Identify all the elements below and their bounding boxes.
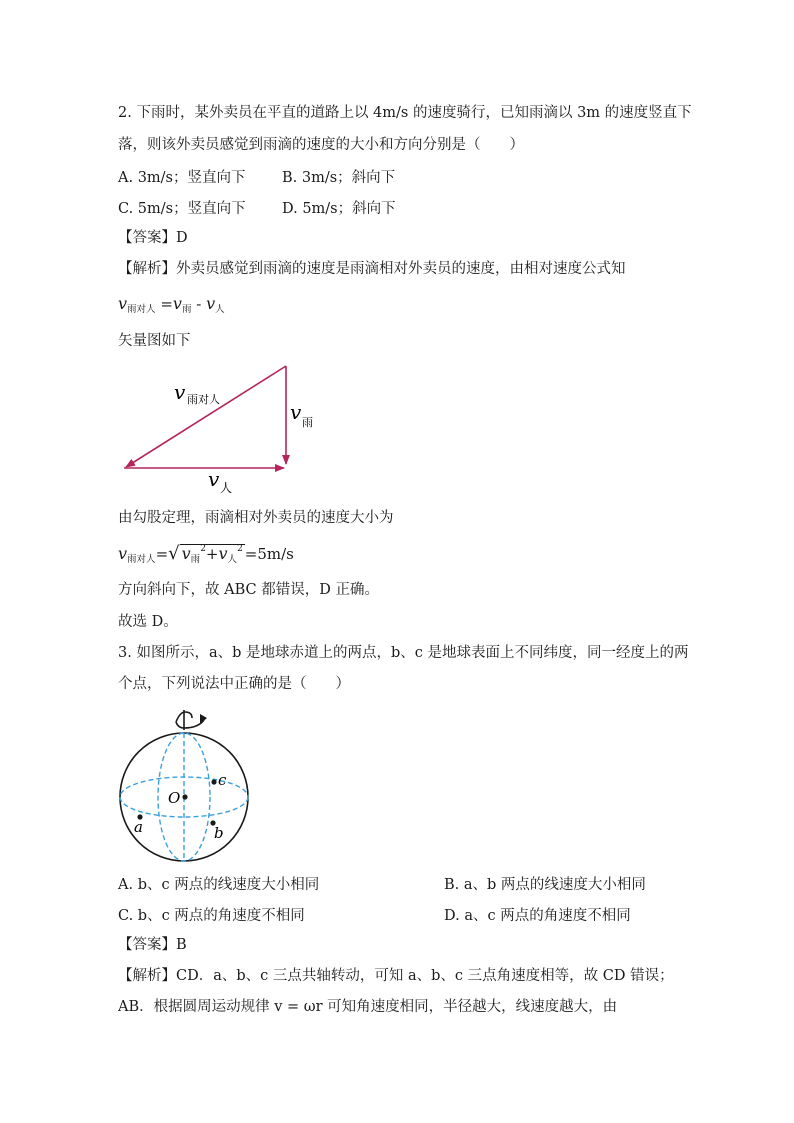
sub-rain-rel: 雨对人 <box>127 554 156 565</box>
q3-answer <box>118 935 187 955</box>
q2-pythagoras-intro: 由勾股定理，雨滴相对外卖员的速度大小为 <box>118 510 394 526</box>
q3-option-d: D. a、c 两点的角速度不相同 <box>444 908 631 924</box>
label-o: O <box>168 789 181 807</box>
v-symbol: v <box>218 544 228 563</box>
q3-answer-value: B <box>176 937 187 953</box>
q2-answer-value: D <box>176 230 188 246</box>
label-c: c <box>218 771 227 789</box>
v-symbol: v <box>118 294 128 313</box>
label-v-rain: v <box>290 400 302 424</box>
point-c <box>211 779 216 784</box>
rotation-arrow-icon <box>176 710 207 730</box>
label-sub-rain-rel: 雨对人 <box>187 393 220 406</box>
q2-option-b: B. 3m/s；斜向下 <box>282 170 396 186</box>
q3-analysis-line1 <box>118 966 674 986</box>
q3-analysis-line2: AB．根据圆周运动规律 v = ωr 可知角速度相同，半径越大，线速度越大，由 <box>118 999 618 1015</box>
q3-analysis-text: CD．a、b、c 三点共轴转动，可知 a、b、c 三点角速度相等，故 CD 错误； <box>176 968 674 984</box>
q3-analysis-label: 【解析】 <box>118 968 176 984</box>
q2-answer-label: 【答案】 <box>118 230 176 246</box>
q2-option-d: D. 5m/s；斜向下 <box>282 201 396 217</box>
label-a: a <box>134 818 143 836</box>
sqrt-sign: √ <box>168 543 180 564</box>
label-sub-rain: 雨 <box>302 416 313 429</box>
sub-person: 人 <box>215 304 225 315</box>
q2-option-a: A. 3m/s；竖直向下 <box>118 170 246 186</box>
sub-rain-rel: 雨对人 <box>127 304 156 315</box>
sub-rain: 雨 <box>181 304 192 315</box>
q2-conclusion-1: 方向斜向下，故 ABC 都错误，D 正确。 <box>118 582 379 598</box>
label-sub-person: 人 <box>220 481 233 495</box>
sqrt-body: $v_雨^2+v_人^2$ <box>181 544 243 565</box>
label-b: b <box>214 824 224 842</box>
q3-answer-label: 【答案】 <box>118 937 176 953</box>
q2-vector-intro: 矢量图如下 <box>118 333 191 349</box>
q3-option-a: A. b、c 两点的线速度大小相同 <box>118 877 320 893</box>
q3-stem-line2: 个点，下列说法中正确的是（ ） <box>118 676 350 692</box>
q2-answer <box>118 228 188 248</box>
q2-analysis-label: 【解析】 <box>118 261 176 277</box>
q2-analysis-text: 外卖员感觉到雨滴的速度是雨滴相对外卖员的速度，由相对速度公式知 <box>176 261 626 277</box>
vector-triangle-diagram <box>110 355 330 500</box>
label-v-person: v <box>208 467 220 491</box>
v-symbol: v <box>181 544 191 563</box>
earth-globe-diagram <box>118 708 263 863</box>
label-v-rain-rel: v <box>174 380 186 404</box>
sub-rain: 雨 <box>190 554 201 565</box>
v-rain-relative-arrow <box>126 366 286 467</box>
point-o <box>182 794 187 799</box>
q2-stem-line1: 2. 下雨时，某外卖员在平直的道路上以 4m/s 的速度骑行，已知雨滴以 3m 的速度竖直下 <box>118 105 692 121</box>
q3-stem-line1: 3. 如图所示，a、b 是地球赤道上的两点，b、c 是地球表面上不同纬度，同一经度上的两 <box>118 645 689 661</box>
q3-option-b: B. a、b 两点的线速度大小相同 <box>444 877 646 893</box>
square-sup: 2 <box>237 544 243 554</box>
q2-stem-line2: 落，则该外卖员感觉到雨滴的速度的大小和方向分别是（ ） <box>118 137 524 153</box>
q2-option-c: C. 5m/s；竖直向下 <box>118 201 246 217</box>
v-symbol: v <box>118 544 128 563</box>
q2-analysis <box>118 259 626 279</box>
q2-magnitude-formula: $v_{雨对人}=√$ $v_雨^2+v_人^2 =5m/s$ <box>118 543 294 565</box>
square-sup: 2 <box>200 544 206 554</box>
q2-relative-velocity-formula: $v_{雨对人} =v_雨 - v_人$ <box>118 294 225 315</box>
formula-result: =5m/s <box>244 545 294 563</box>
v-symbol: v <box>206 294 216 313</box>
sub-person: 人 <box>227 554 238 565</box>
q3-option-c: C. b、c 两点的角速度不相同 <box>118 908 305 924</box>
v-symbol: v <box>172 294 182 313</box>
q2-conclusion-2: 故选 D。 <box>118 614 178 630</box>
